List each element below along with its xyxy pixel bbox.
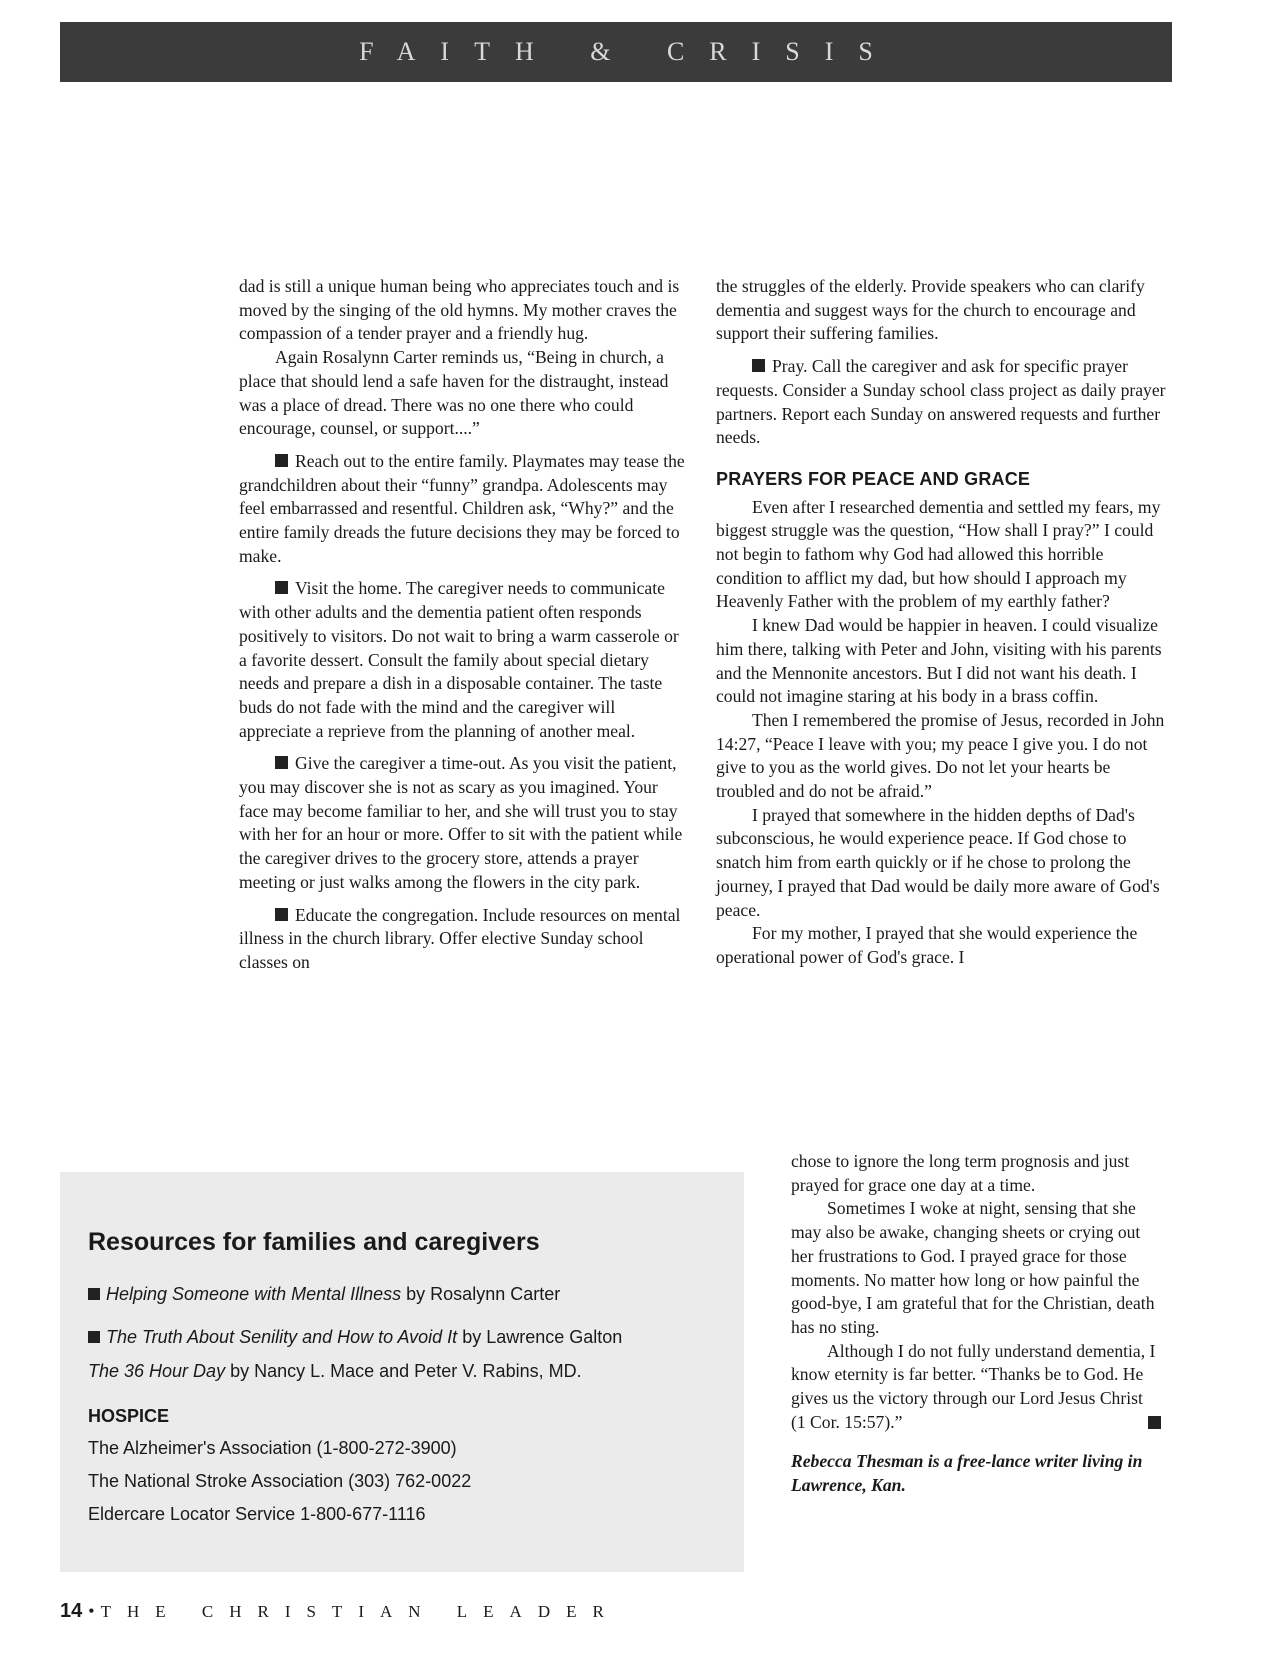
- bullet-paragraph: Give the caregiver a time-out. As you visit the patient, you may discover she is not as scary as you imagined. Your face may become familiar to her, and she will trust you to stay with her for an hour or more. Offer to sit with the patient while the caregiver drives to the grocery store, attends a prayer meeting or just walks among the flowers in the city park.: [239, 753, 683, 892]
- paragraph: For my mother, I prayed that she would experience the operational power of God's grace. I: [716, 923, 1138, 967]
- resources-title: Resources for families and caregivers: [88, 1228, 540, 1256]
- author-byline: Rebecca Thesman is a free-lance writer living in Lawrence, Kan.: [791, 1451, 1143, 1496]
- resource-item: [88, 1284, 560, 1305]
- paragraph: Even after I researched dementia and settled my fears, my biggest struggle was the question, “How shall I pray?” I could not begin to fathom why God had allowed this horrible condition to afflict my dad, but how should I approach my Heavenly Father with the problem of my earthly father?: [716, 496, 1161, 612]
- publication-name: THE CHRISTIAN LEADER: [100, 1602, 620, 1621]
- paragraph: I prayed that somewhere in the hidden depths of Dad's subconscious, he would experience peace. If God chose to snatch him from earth quickly or if he chose to prolong the journey, I prayed that Dad would be daily more aware of God's peace.: [716, 804, 1160, 920]
- square-bullet-icon: [88, 1288, 100, 1300]
- contact-line: The Alzheimer's Association (1-800-272-3900): [88, 1438, 457, 1458]
- hospice-heading: HOSPICE: [88, 1406, 170, 1426]
- book-author: by Rosalynn Carter: [401, 1284, 561, 1304]
- paragraph: dad is still a unique human being who appreciates touch and is moved by the singing of the old hymns. My mother craves the compassion of a tender prayer and a friendly hug.: [239, 276, 680, 344]
- book-author: by Lawrence Galton: [457, 1327, 623, 1347]
- paragraph: I knew Dad would be happier in heaven. I could visualize him there, talking with Peter and John, visiting with his parents and the Mennonite ancestors. But I did not want his death. I could not imagine staring at his body in a brass coffin.: [716, 615, 1162, 707]
- end-mark-icon: [1148, 1416, 1161, 1429]
- paragraph: Again Rosalynn Carter reminds us, “Being in church, a place that should lend a safe haven for the distraught, instead was a place of dread. There was no one there who could encourage, counsel, or support....”: [239, 347, 669, 439]
- paragraph: Sometimes I woke at night, sensing that she may also be awake, changing sheets or crying out her frustrations to God. I prayed grace for those moments. No matter how long or how painful the good-bye, I am grateful that for the Christian, death has no sting.: [791, 1198, 1155, 1337]
- footer-separator: •: [88, 1601, 95, 1621]
- square-bullet-icon: [275, 581, 288, 594]
- right-narrow-column: [791, 1150, 1161, 1498]
- right-column: [716, 275, 1171, 970]
- contact-line: The National Stroke Association (303) 762-0022: [88, 1471, 472, 1491]
- paragraph: Then I remembered the promise of Jesus, recorded in John 14:27, “Peace I leave with you; my peace I give you. I do not give to you as the world gives. Do not let your hearts be troubled and do not be afraid.”: [716, 709, 1165, 802]
- resource-item: [88, 1327, 622, 1348]
- left-column: [239, 275, 689, 975]
- book-author: by Nancy L. Mace and Peter V. Rabins, MD.: [225, 1361, 582, 1381]
- contact-line: Eldercare Locator Service 1-800-677-1116: [88, 1504, 426, 1524]
- book-title: The Truth About Senility and How to Avoid It: [106, 1327, 458, 1347]
- resources-sidebar: [60, 1172, 744, 1572]
- paragraph: the struggles of the elderly. Provide speakers who can clarify dementia and suggest ways for the church to encourage and support their suffering families.: [716, 276, 1145, 344]
- section-heading: PRAYERS FOR PEACE AND GRACE: [716, 468, 1031, 489]
- bullet-paragraph: Educate the congregation. Include resources on mental illness in the church library. Offer elective Sunday school classes on: [239, 904, 681, 972]
- banner-title: FAITH & CRISIS: [359, 37, 898, 66]
- paragraph: chose to ignore the long term prognosis and just prayed for grace one day at a time.: [791, 1151, 1130, 1195]
- bullet-paragraph: Pray. Call the caregiver and ask for specific prayer requests. Consider a Sunday school class project as daily prayer partners. Report each Sunday on answered requests and further needs.: [716, 356, 1166, 448]
- square-bullet-icon: [88, 1331, 100, 1343]
- page-number: 14: [60, 1600, 83, 1622]
- book-title: Helping Someone with Mental Illness: [106, 1284, 402, 1304]
- bullet-paragraph: Reach out to the entire family. Playmates may tease the grandchildren about their “funny” grandpa. Adolescents may feel embarrassed and resentful. Children ask, “Why?” and the entire family dreads the future decisions they may be forced to make.: [239, 450, 685, 566]
- square-bullet-icon: [275, 756, 288, 769]
- bullet-paragraph: Visit the home. The caregiver needs to communicate with other adults and the dementia patient often responds positively to visitors. Do not wait to bring a warm casserole or a favorite dessert. Consult the family about special dietary needs and prepare a dish in a disposable container. The taste buds do not fade with the mind and the caregiver will appreciate a reprieve from the planning of another meal.: [239, 578, 679, 741]
- square-bullet-icon: [275, 454, 288, 467]
- square-bullet-icon: [275, 908, 288, 921]
- paragraph-text: Although I do not fully understand dementia, I know eternity is far better. “Thanks be to God. He gives us the victory through our Lord Jesus Christ (1 Cor. 15:57).”: [791, 1340, 1156, 1432]
- book-title: The 36 Hour Day: [88, 1361, 226, 1381]
- page-footer: [60, 1600, 620, 1623]
- square-bullet-icon: [752, 359, 765, 372]
- resource-item: [88, 1361, 582, 1382]
- paragraph: [791, 1340, 1161, 1435]
- section-banner: [60, 22, 1172, 82]
